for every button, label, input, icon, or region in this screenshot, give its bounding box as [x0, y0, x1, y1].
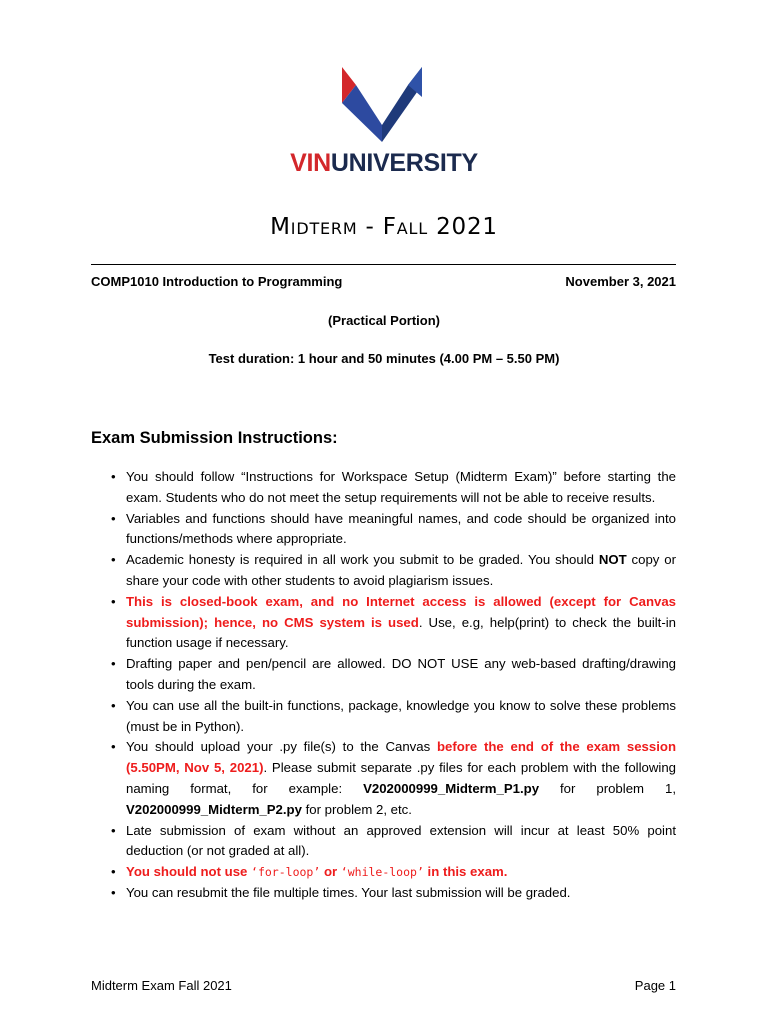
list-item: • Variables and functions should have meaningful names, and code should be organized into functions/methods where appropriate. — [111, 509, 676, 551]
title-divider — [91, 264, 676, 265]
list-item: • You should follow “Instructions for Workspace Setup (Midterm Exam)” before starting the exam. Students who do not meet the setup requirements will not be able to receive results. — [111, 467, 676, 509]
list-item: • You should not use ‘for-loop’ or ‘while-loop’ in this exam. — [111, 862, 676, 883]
list-item: • Drafting paper and pen/pencil are allowed. DO NOT USE any web-based drafting/drawing tools during the exam. — [111, 654, 676, 696]
course-name: COMP1010 Introduction to Programming — [91, 274, 343, 289]
section-heading: Exam Submission Instructions: — [91, 429, 338, 447]
footer-title: Midterm Exam Fall 2021 — [91, 978, 232, 993]
vinuniversity-logo-icon — [342, 67, 422, 142]
list-item: • This is closed-book exam, and no Internet access is allowed (except for Canvas submission); hence, no CMS system is used. Use, e.g, help(print) to check the built-in function usage if necessary. — [111, 592, 676, 654]
instructions-list — [111, 467, 676, 904]
exam-date: November 3, 2021 — [565, 274, 676, 289]
page-title: Midterm - Fall 2021 — [270, 214, 498, 240]
logo-wordmark: VINUNIVERSITY — [290, 149, 478, 177]
exam-portion: (Practical Portion) — [328, 313, 440, 328]
page-number: Page 1 — [634, 978, 676, 993]
test-duration: Test duration: 1 hour and 50 minutes (4.00 PM – 5.50 PM) — [208, 351, 560, 366]
list-item: • Academic honesty is required in all work you submit to be graded. You should NOT copy or share your code with other students to avoid plagiarism issues. — [111, 550, 676, 592]
list-item: • You can resubmit the file multiple times. Your last submission will be graded. — [111, 883, 676, 904]
list-item: • You should upload your .py file(s) to the Canvas before the end of the exam session (5.50PM, Nov 5, 2021). Please submit separate .py files for each problem with the following naming format, for example: V202000999_Midterm_P1.py for problem 1, V202000999_Midterm_P2.py for problem 2, etc. — [111, 737, 676, 820]
list-item: • You can use all the built-in functions, package, knowledge you know to solve these problems (must be in Python). — [111, 696, 676, 738]
list-item: • Late submission of exam without an approved extension will incur at least 50% point deduction (or not graded at all). — [111, 821, 676, 863]
